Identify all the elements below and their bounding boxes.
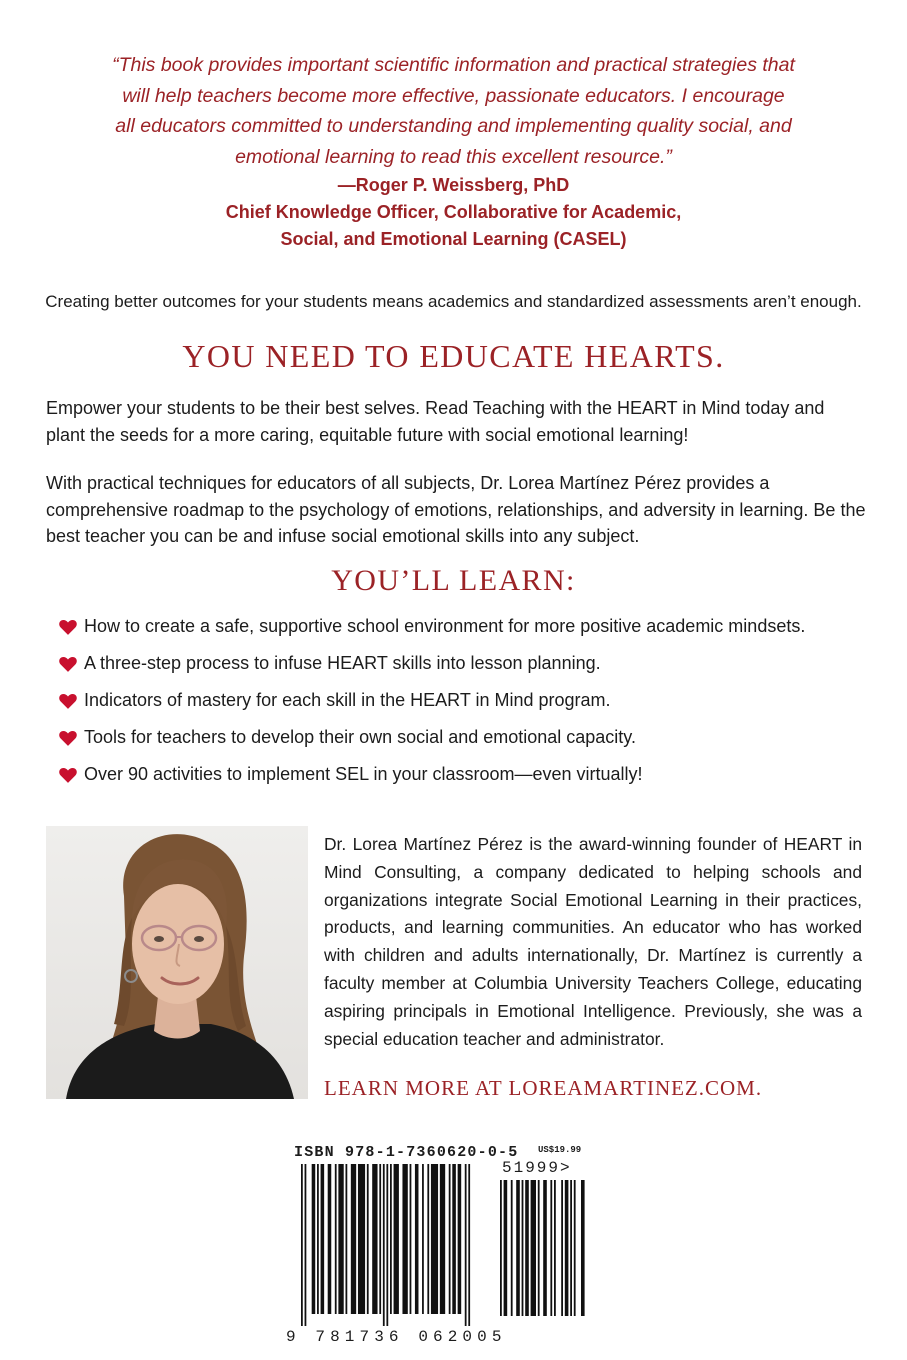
quote-line: “This book provides important scientific information and practical strategies that — [112, 54, 795, 76]
quote-author: —Roger P. Weissberg, PhD — [337, 175, 570, 195]
barcode-bar — [511, 1180, 513, 1316]
list-item — [58, 608, 858, 645]
barcode-bar — [458, 1164, 462, 1314]
list-item-text: A three-step process to infuse HEART skills into lesson planning. — [84, 653, 601, 673]
barcode-bar — [531, 1180, 536, 1316]
barcode-main-bars — [301, 1164, 491, 1330]
barcode-bar — [554, 1180, 556, 1316]
barcode-bar — [574, 1180, 576, 1316]
barcode-digits: 9 781736 062005 — [286, 1328, 507, 1346]
barcode-bar — [394, 1164, 399, 1314]
heart-icon — [58, 617, 78, 637]
barcode-bar — [410, 1164, 412, 1314]
price-label: US$19.99 — [538, 1145, 582, 1155]
barcode-bar — [452, 1164, 456, 1314]
learn-heading: YOU’LL LEARN: — [331, 564, 576, 597]
intro-text: Creating better outcomes for your students means academics and standardized assessments aren’t enough. — [45, 292, 862, 311]
list-item-text: How to create a safe, supportive school environment for more positive academic mindsets. — [84, 616, 806, 636]
barcode-bar — [500, 1180, 502, 1316]
barcode-bar — [402, 1164, 407, 1314]
barcode-bar — [468, 1164, 470, 1326]
quote-line: all educators committed to understanding and implementing quality social, and — [115, 115, 792, 137]
barcode-bar — [321, 1164, 325, 1314]
quote-attribution — [120, 172, 787, 253]
barcode-bar — [504, 1180, 508, 1316]
list-item — [58, 719, 858, 756]
list-item-text: Over 90 activities to implement SEL in your classroom—even virtually! — [84, 764, 643, 784]
description-paragraph: With practical techniques for educators of all subjects, Dr. Lorea Martínez Pérez provides a comprehensive roadmap to the psychology of emotions, relationships, and adversity in learning. Be the best teacher you can be and infuse social emotional skills into any subject. — [46, 473, 866, 546]
barcode-bar — [386, 1164, 388, 1326]
barcode-bar — [465, 1164, 467, 1326]
author-bio: Dr. Lorea Martínez Pérez is the award-winning founder of HEART in Mind Consulting, a company dedicated to helping schools and organizations integrate Social Emotional Learning in their practices, products, and learning communities. An educator who has worked with children and adults internationally, Dr. Martínez is currently a faculty member at Columbia University Teachers College, educating aspiring principals in Emotional Intelligence. Previously, she was a special education teacher and administrator. — [324, 834, 862, 1049]
barcode-bar — [372, 1164, 377, 1314]
barcode-bar — [367, 1164, 369, 1314]
barcode-bar — [431, 1164, 438, 1314]
endorsement-quote — [60, 50, 847, 172]
barcode-bar — [522, 1180, 524, 1316]
website-link[interactable]: LEARN MORE AT LOREAMARTINEZ.COM. — [324, 1076, 763, 1100]
list-item-text: Tools for teachers to develop their own social and emotional capacity. — [84, 727, 636, 747]
author-portrait — [46, 826, 308, 1099]
barcode-bar — [422, 1164, 424, 1314]
headline: YOU NEED TO EDUCATE HEARTS. — [182, 338, 725, 374]
barcode-bar — [358, 1164, 365, 1314]
barcode-bar — [305, 1164, 307, 1326]
heart-icon — [58, 691, 78, 711]
barcode-bar — [570, 1180, 572, 1316]
barcode-bar — [550, 1180, 552, 1316]
isbn-barcode — [284, 1140, 604, 1360]
barcode-bar — [415, 1164, 419, 1314]
barcode-bar — [561, 1180, 563, 1316]
description-paragraph: Empower your students to be their best selves. Read Teaching with the HEART in Mind today and plant the seeds for a more caring, equitable future with social emotional learning! — [46, 398, 825, 445]
quote-role: Chief Knowledge Officer, Collaborative for Academic, — [225, 202, 682, 222]
barcode-bar — [565, 1180, 569, 1316]
barcode-bar — [317, 1164, 319, 1314]
addon-code: 51999> — [502, 1159, 572, 1177]
barcode-bar — [440, 1164, 445, 1314]
barcode-bar — [543, 1180, 547, 1316]
isbn-number: ISBN 978-1-7360620-0-5 — [294, 1144, 519, 1161]
barcode-bar — [301, 1164, 303, 1326]
heart-icon — [58, 765, 78, 785]
heart-icon — [58, 728, 78, 748]
quote-role: Social, and Emotional Learning (CASEL) — [280, 229, 627, 249]
list-item — [58, 682, 858, 719]
barcode-bar — [379, 1164, 381, 1314]
list-item — [58, 756, 858, 793]
barcode-bar — [383, 1164, 385, 1326]
barcode-bar — [449, 1164, 451, 1314]
barcode-bar — [516, 1180, 520, 1316]
quote-line: will help teachers become more effective, passionate educators. I encourage — [122, 84, 785, 107]
barcode-addon-bars — [500, 1180, 592, 1330]
barcode-bar — [338, 1164, 343, 1314]
quote-line: emotional learning to read this excellent resource.” — [235, 145, 672, 168]
heart-icon — [58, 654, 78, 674]
barcode-bar — [525, 1180, 529, 1316]
barcode-bar — [351, 1164, 356, 1314]
list-item — [58, 645, 858, 682]
barcode-bar — [346, 1164, 348, 1314]
list-item-text: Indicators of mastery for each skill in the HEART in Mind program. — [84, 690, 611, 710]
barcode-bar — [427, 1164, 429, 1314]
barcode-bar — [312, 1164, 316, 1314]
portrait-illustration — [46, 826, 308, 1099]
learn-list — [58, 608, 858, 793]
barcode-bar — [390, 1164, 392, 1314]
barcode-bar — [328, 1164, 332, 1314]
barcode-bar — [335, 1164, 337, 1314]
barcode-bar — [538, 1180, 540, 1316]
barcode-bar — [581, 1180, 585, 1316]
